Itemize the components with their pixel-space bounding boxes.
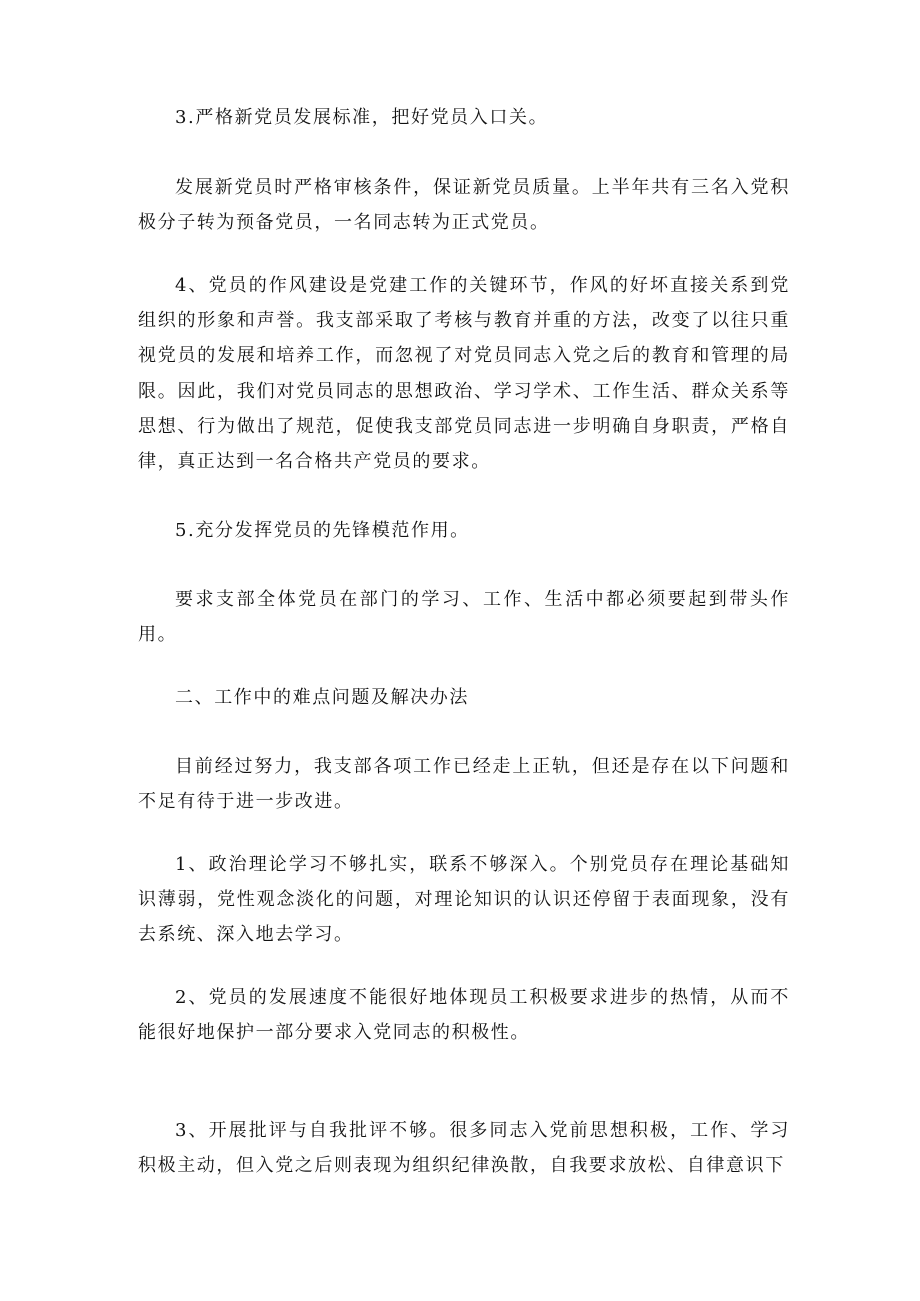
paragraph-current-status: 目前经过努力，我支部各项工作已经走上正轨，但还是存在以下问题和不足有待于进一步改进。	[138, 756, 790, 813]
paragraph-problem-theory-study: 1、政治理论学习不够扎实，联系不够深入。个别党员存在理论基础知识薄弱，党性观念淡化的问题，对理论知识的认识还停留于表面现象，没有去系统、深入地去学习。	[138, 854, 790, 946]
section-heading-problems: 二、工作中的难点问题及解决办法	[175, 687, 469, 708]
paragraph-new-member-quality: 发展新党员时严格审核条件，保证新党员质量。上半年共有三名入党积极分子转为预备党员，一名同志转为正式党员。	[138, 177, 790, 234]
paragraph-work-style: 4、党员的作风建设是党建工作的关键环节，作风的好坏直接关系到党组织的形象和声誉。我支部采取了考核与教育并重的方法，改变了以往只重视党员的发展和培养工作，而忽视了对党员同志入党之后的教育和管理的局限。因此，我们对党员同志的思想政治、学习学术、工作生活、群众关系等思想、行为做出了规范，促使我支部党员同志进一步明确自身职责，严格自律，真正达到一名合格共产党员的要求。	[138, 275, 790, 473]
paragraph-problem-development: 2、党员的发展速度不能很好地体现员工积极要求进步的热情，从而不能很好地保护一部分要求入党同志的积极性。	[138, 987, 790, 1044]
paragraph-standard-heading: 3.严格新党员发展标准，把好党员入口关。	[175, 107, 549, 128]
paragraph-vanguard-heading: 5.充分发挥党员的先锋模范作用。	[175, 520, 470, 541]
paragraph-leading-role: 要求支部全体党员在部门的学习、工作、生活中都必须要起到带头作用。	[138, 589, 790, 646]
paragraph-problem-criticism: 3、开展批评与自我批评不够。很多同志入党前思想积极，工作、学习积极主动，但入党之后则表现为组织纪律涣散，自我要求放松、自律意识下	[138, 1120, 790, 1177]
